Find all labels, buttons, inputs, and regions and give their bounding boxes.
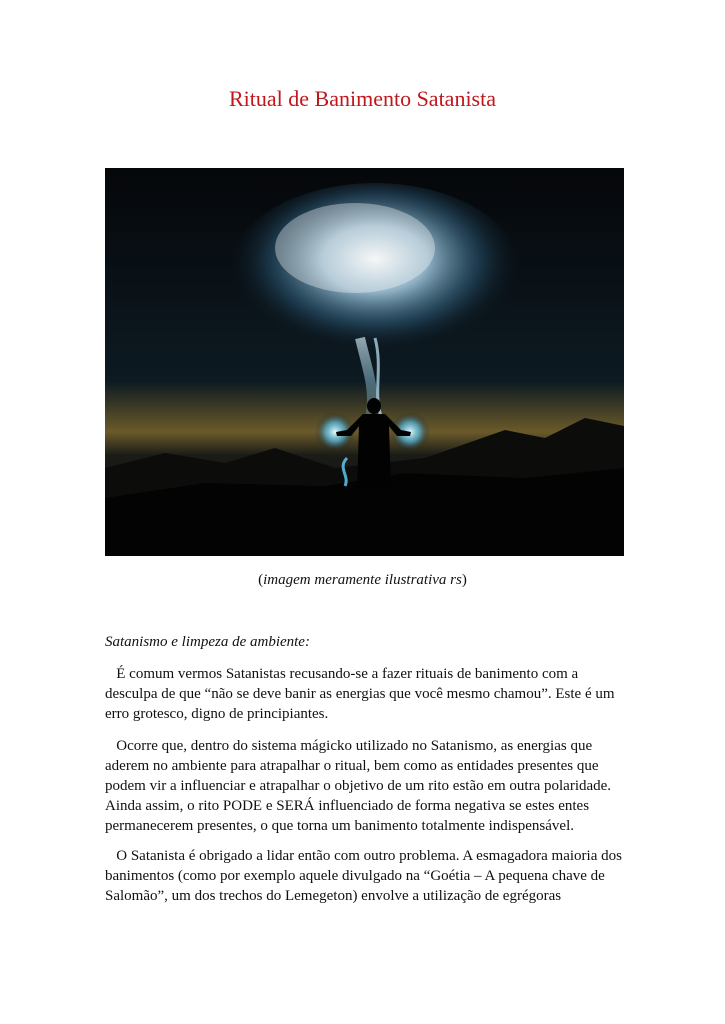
caption-text: imagem meramente ilustrativa rs [263,572,462,588]
image-caption [0,572,725,589]
paragraph-3: O Satanista é obrigado a lidar então com outro problema. A esmagadora maioria dos banimentos (como por exemplo aquele divulgado na “Goétia – A pequena chave de Salomão”, um dos trechos do Lemegeton) envolve a utilização de egrégoras [105,848,626,904]
caption-close-paren: ) [461,572,467,588]
paragraph-1: É comum vermos Satanistas recusando-se a fazer rituais de banimento com a desculpa de que “não se deve banir as energias que você mesmo chamou”. Este é um erro grotesco, digno de principiantes. [105,666,619,722]
section-heading: Satanismo e limpeza de ambiente: [105,634,310,650]
paragraph-2: Ocorre que, dentro do sistema mágicko utilizado no Satanismo, as energias que aderem no ambiente para atrapalhar o ritual, bem como as entidades presentes que podem vir a influenciar e atrapalhar o objetivo de um rito estão em outra polaridade. Ainda assim, o rito PODE e SERÁ influenciado de forma negativa se estes entes permanecerem presentes, o que torna um banimento totalmente indispensável. [105,738,614,834]
illustration-icon [105,168,624,556]
document-title: Ritual de Banimento Satanista [228,86,496,111]
illustration-image [105,168,624,556]
caption-open-paren: ( [258,572,264,588]
